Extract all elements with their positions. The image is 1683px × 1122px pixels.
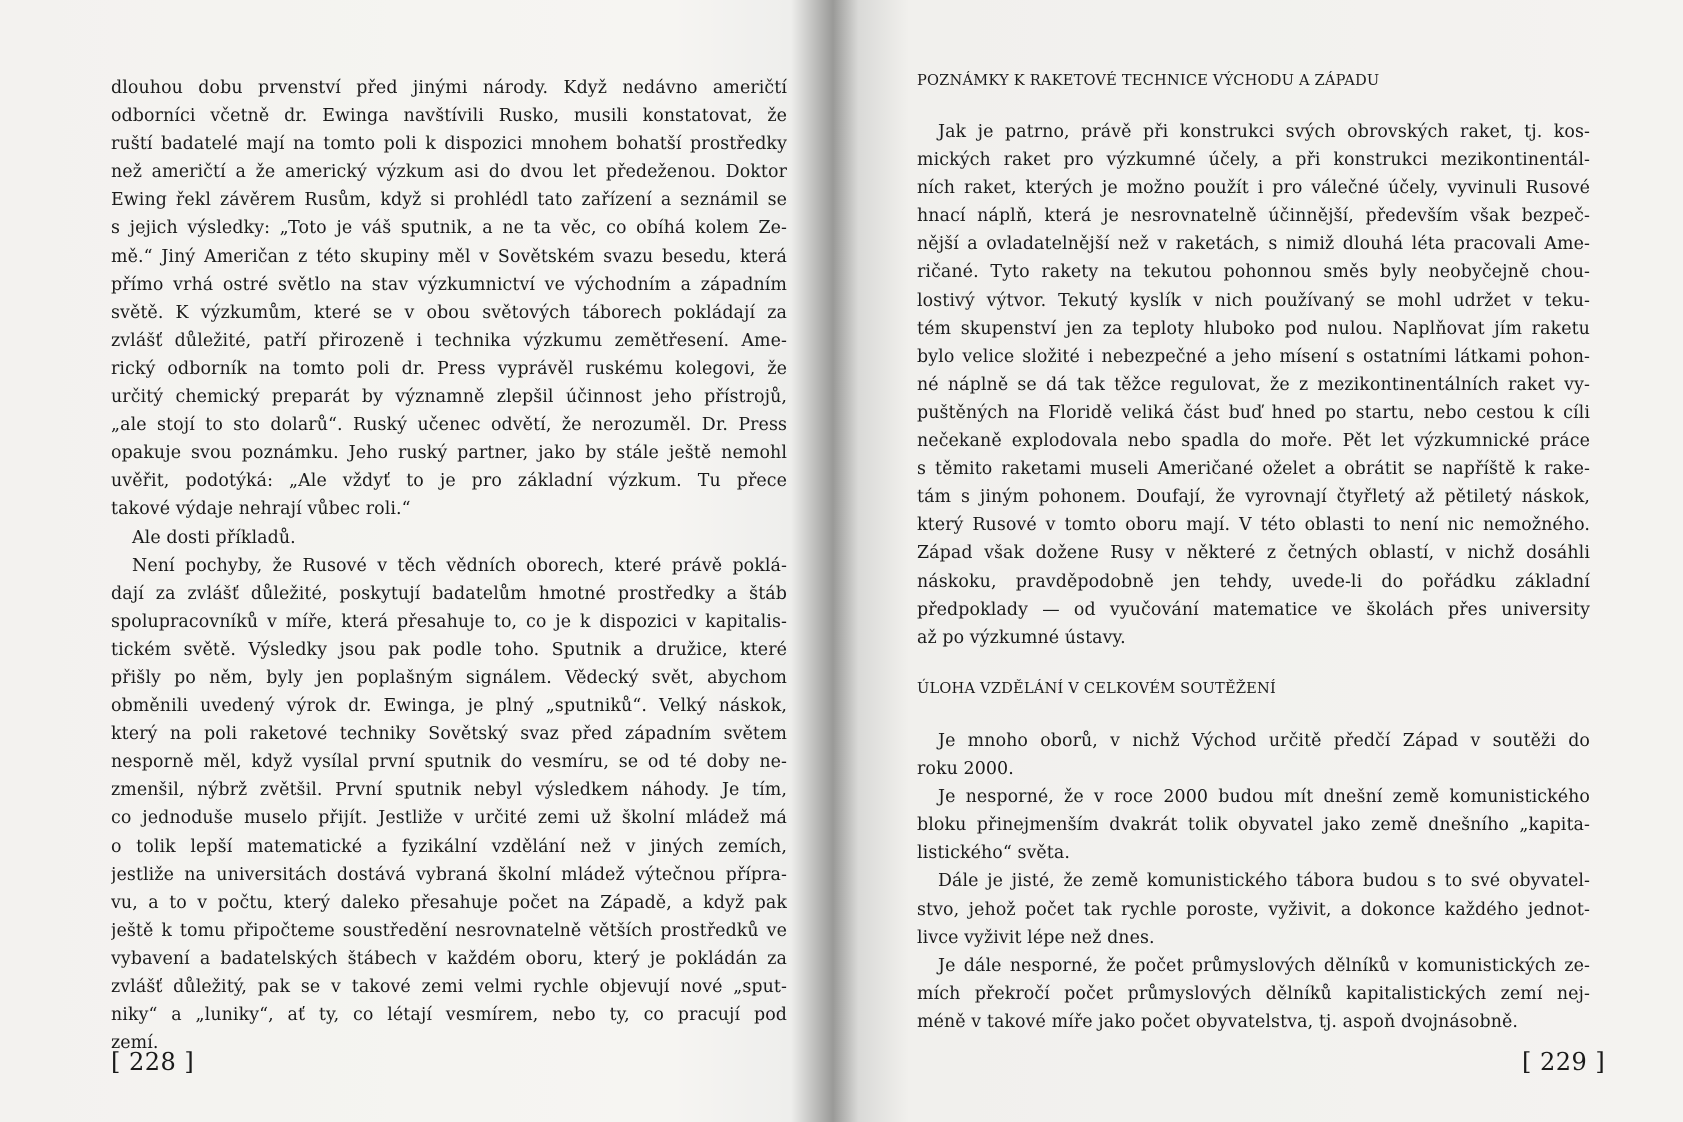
- text-line: vybavení a badatelských štábech v každém oboru, který je pokládán za: [111, 948, 787, 969]
- text-line: s těmito raketami museli Američané oželet a obrátit se napříště k rake-: [917, 459, 1590, 480]
- text-line: ních raket, kterých je možno použít i pro válečné účely, vyvinuli Rusové: [917, 178, 1590, 199]
- text-line: mích překročí počet průmyslových dělníků kapitalistických zemí nej-: [917, 983, 1590, 1004]
- text-line: ještě k tomu připočteme soustředění nesrovnatelně větších prostředků ve: [111, 920, 787, 941]
- text-line: přišly po něm, byly jen poplašným signálem. Vědecký svět, abychom: [111, 667, 787, 688]
- text-line: s jejich výsledky: „Toto je váš sputnik, a ne ta věc, co obíhá kolem Ze-: [111, 218, 787, 239]
- text-line: Dále je jisté, že země komunistického tábora budou s to své obyvatel-: [938, 871, 1590, 892]
- text-line: určitý chemický preparát by významně zlepšil účinnost jeho přístrojů,: [111, 387, 787, 408]
- text-line: Je dále nesporné, že počet průmyslových dělníků v komunistických ze-: [938, 955, 1590, 976]
- text-line: né náplně se dá tak těžce regulovat, že z mezikontinentálních raket vy-: [917, 374, 1590, 395]
- text-line: předpoklady — od vyučování matematice ve školách přes university: [917, 599, 1590, 620]
- section-heading: ÚLOHA VZDĚLÁNÍ V CELKOVÉM SOUTĚŽENÍ: [917, 680, 1276, 697]
- page-number: [ 228 ]: [111, 1048, 195, 1076]
- text-line: Je nesporné, že v roce 2000 budou mít dnešní země komunistického: [938, 787, 1590, 808]
- text-line: nesporně měl, když vysílal první sputnik do vesmíru, se od té doby ne-: [111, 752, 787, 773]
- text-line: Není pochyby, že Rusové v těch vědních oborech, které právě poklá-: [132, 555, 787, 576]
- text-line: obměnili uvedený výrok dr. Ewinga, je plný „sputniků“. Velký náskok,: [111, 696, 787, 717]
- left-page: [0, 0, 840, 1122]
- text-line: stvo, jehož počet tak rychle poroste, vyživit, a dokonce každého jednot-: [917, 899, 1590, 920]
- text-line: mických raket pro výzkumné účely, a při konstrukci mezikontinentál-: [917, 150, 1590, 171]
- text-line: takové výdaje nehrají vůbec roli.“: [111, 499, 411, 520]
- text-line: o tolik lepší matematické a fyzikální vzdělání než v jiných zemích,: [111, 836, 787, 857]
- text-line: roku 2000.: [917, 759, 1014, 780]
- text-line: Je mnoho oborů, v nichž Východ určitě předčí Západ v soutěži do: [938, 731, 1590, 751]
- text-line: zvlášť důležité, patří přirozeně i technika výzkumu zemětřesení. Ame-: [111, 330, 787, 351]
- text-line: Jak je patrno, právě při konstrukci svých obrovských raket, tj. kos-: [938, 122, 1590, 142]
- text-line: který na poli raketové techniky Sovětský svaz před západním světem: [111, 724, 787, 745]
- text-line: než američtí a že americký výzkum asi do dvou let předeženou. Doktor: [111, 162, 787, 183]
- text-line: zemí.: [111, 1033, 159, 1054]
- text-line: Ewing řekl závěrem Rusům, když si prohlédl tato zařízení a seznámil se: [111, 190, 787, 211]
- right-page: [843, 0, 1683, 1122]
- text-line: náskoku, pravděpodobně jen tehdy, uvede-li do pořádku základní: [917, 571, 1590, 592]
- text-line: mě.“ Jiný Američan z této skupiny měl v Sovětském svazu besedu, která: [111, 246, 787, 267]
- text-line: zvlášť důležitý, pak se v takové zemi velmi rychle objevují nové „sput-: [111, 977, 787, 997]
- page-number: [ 229 ]: [1522, 1048, 1606, 1076]
- text-line: dají za zvlášť důležité, poskytují badatelům hmotné prostředky a štáb: [111, 583, 787, 604]
- text-line: niky“ a „luniky“, ať ty, co létají vesmírem, nebo ty, co pracují pod: [111, 1005, 787, 1026]
- left-page-body: [111, 74, 787, 1057]
- text-line: ruští badatelé mají na tomto poli k dispozici mnohem bohatší prostředky: [111, 134, 787, 155]
- text-line: přímo vrhá ostré světlo na stav výzkumnictví ve východním a západním: [111, 274, 787, 295]
- text-line: který Rusové v tomto oboru mají. V této oblasti to není nic nemožného.: [917, 515, 1590, 536]
- right-page-section-1: [917, 118, 1590, 652]
- text-line: odborníci včetně dr. Ewinga navštívili Rusko, musili konstatovat, že: [111, 106, 787, 127]
- section-heading: POZNÁMKY K RAKETOVÉ TECHNICE VÝCHODU A ZÁPADU: [917, 72, 1380, 89]
- text-line: tám s jiným pohonem. Doufají, že vyrovnají čtyřletý až pětiletý náskok,: [917, 487, 1590, 508]
- text-line: Ale dosti příkladů.: [132, 527, 296, 548]
- text-line: puštěných na Floridě veliká část buď hned po startu, nebo cestou k cíli: [917, 402, 1590, 423]
- text-line: zmenšil, nýbrž zvětšil. První sputnik nebyl výsledkem náhody. Je tím,: [111, 780, 787, 801]
- text-line: tickém světě. Výsledky jsou pak podle toho. Sputnik a družice, které: [111, 639, 787, 660]
- text-line: méně v takové míře jako počet obyvatelstva, tj. aspoň dvojnásobně.: [917, 1011, 1519, 1032]
- text-line: vu, a to v počtu, který daleko přesahuje počet na Západě, a když pak: [111, 892, 787, 913]
- text-line: ričané. Tyto rakety na tekutou pohonnou směs byly neobyčejně chou-: [917, 262, 1590, 283]
- text-line: až po výzkumné ústavy.: [917, 627, 1126, 648]
- text-line: tém skupenství jen za teploty hluboko pod nulou. Naplňovat jím raketu: [917, 318, 1590, 339]
- text-line: rický odborník na tomto poli dr. Press vyprávěl ruskému kolegovi, že: [111, 358, 787, 379]
- text-line: opakuje svou poznámku. Jeho ruský partner, jako by stále ještě nemohl: [111, 443, 787, 464]
- right-page-section-2: [917, 727, 1590, 1036]
- text-line: listického“ světa.: [917, 843, 1070, 864]
- text-line: bylo velice složité i nebezpečné a jeho mísení s ostatními látkami pohon-: [917, 346, 1590, 367]
- text-line: lostivý výtvor. Tekutý kyslík v nich používaný se mohl udržet v teku-: [917, 290, 1590, 311]
- text-line: nečekaně explodovala nebo spadla do moře. Pět let výzkumnické práce: [917, 431, 1590, 452]
- text-line: bloku přinejmenším dvakrát tolik obyvatel jako země dnešního „kapita-: [917, 815, 1590, 836]
- text-line: světě. K výzkumům, které se v obou světových táborech pokládají za: [111, 302, 787, 323]
- text-line: „ale stojí to sto dolarů“. Ruský učenec odvětí, že nerozuměl. Dr. Press: [111, 415, 787, 436]
- text-line: uvěřit, podotýká: „Ale vždyť to je pro základní výzkum. Tu přece: [111, 471, 787, 492]
- text-line: nější a ovladatelnější než v raketách, s nimiž dlouhá léta pracovali Ame-: [917, 234, 1590, 255]
- text-line: co jednoduše muselo přijít. Jestliže v určité zemi už školní mládež má: [111, 808, 787, 829]
- text-line: livce vyživit lépe než dnes.: [917, 927, 1155, 948]
- text-line: jestliže na universitách dostává vybraná školní mládež výtečnou přípra-: [111, 864, 787, 885]
- text-line: hnací náplň, která je nesrovnatelně účinnější, především však bezpeč-: [917, 206, 1590, 227]
- text-line: spolupracovníků v míře, která přesahuje to, co je k dispozici v kapitalis-: [111, 611, 787, 632]
- text-line: Západ však dožene Rusy v některé z četných oblastí, v nichž dosáhli: [917, 543, 1590, 564]
- text-line: dlouhou dobu prvenství před jinými národy. Když nedávno američtí: [111, 78, 787, 98]
